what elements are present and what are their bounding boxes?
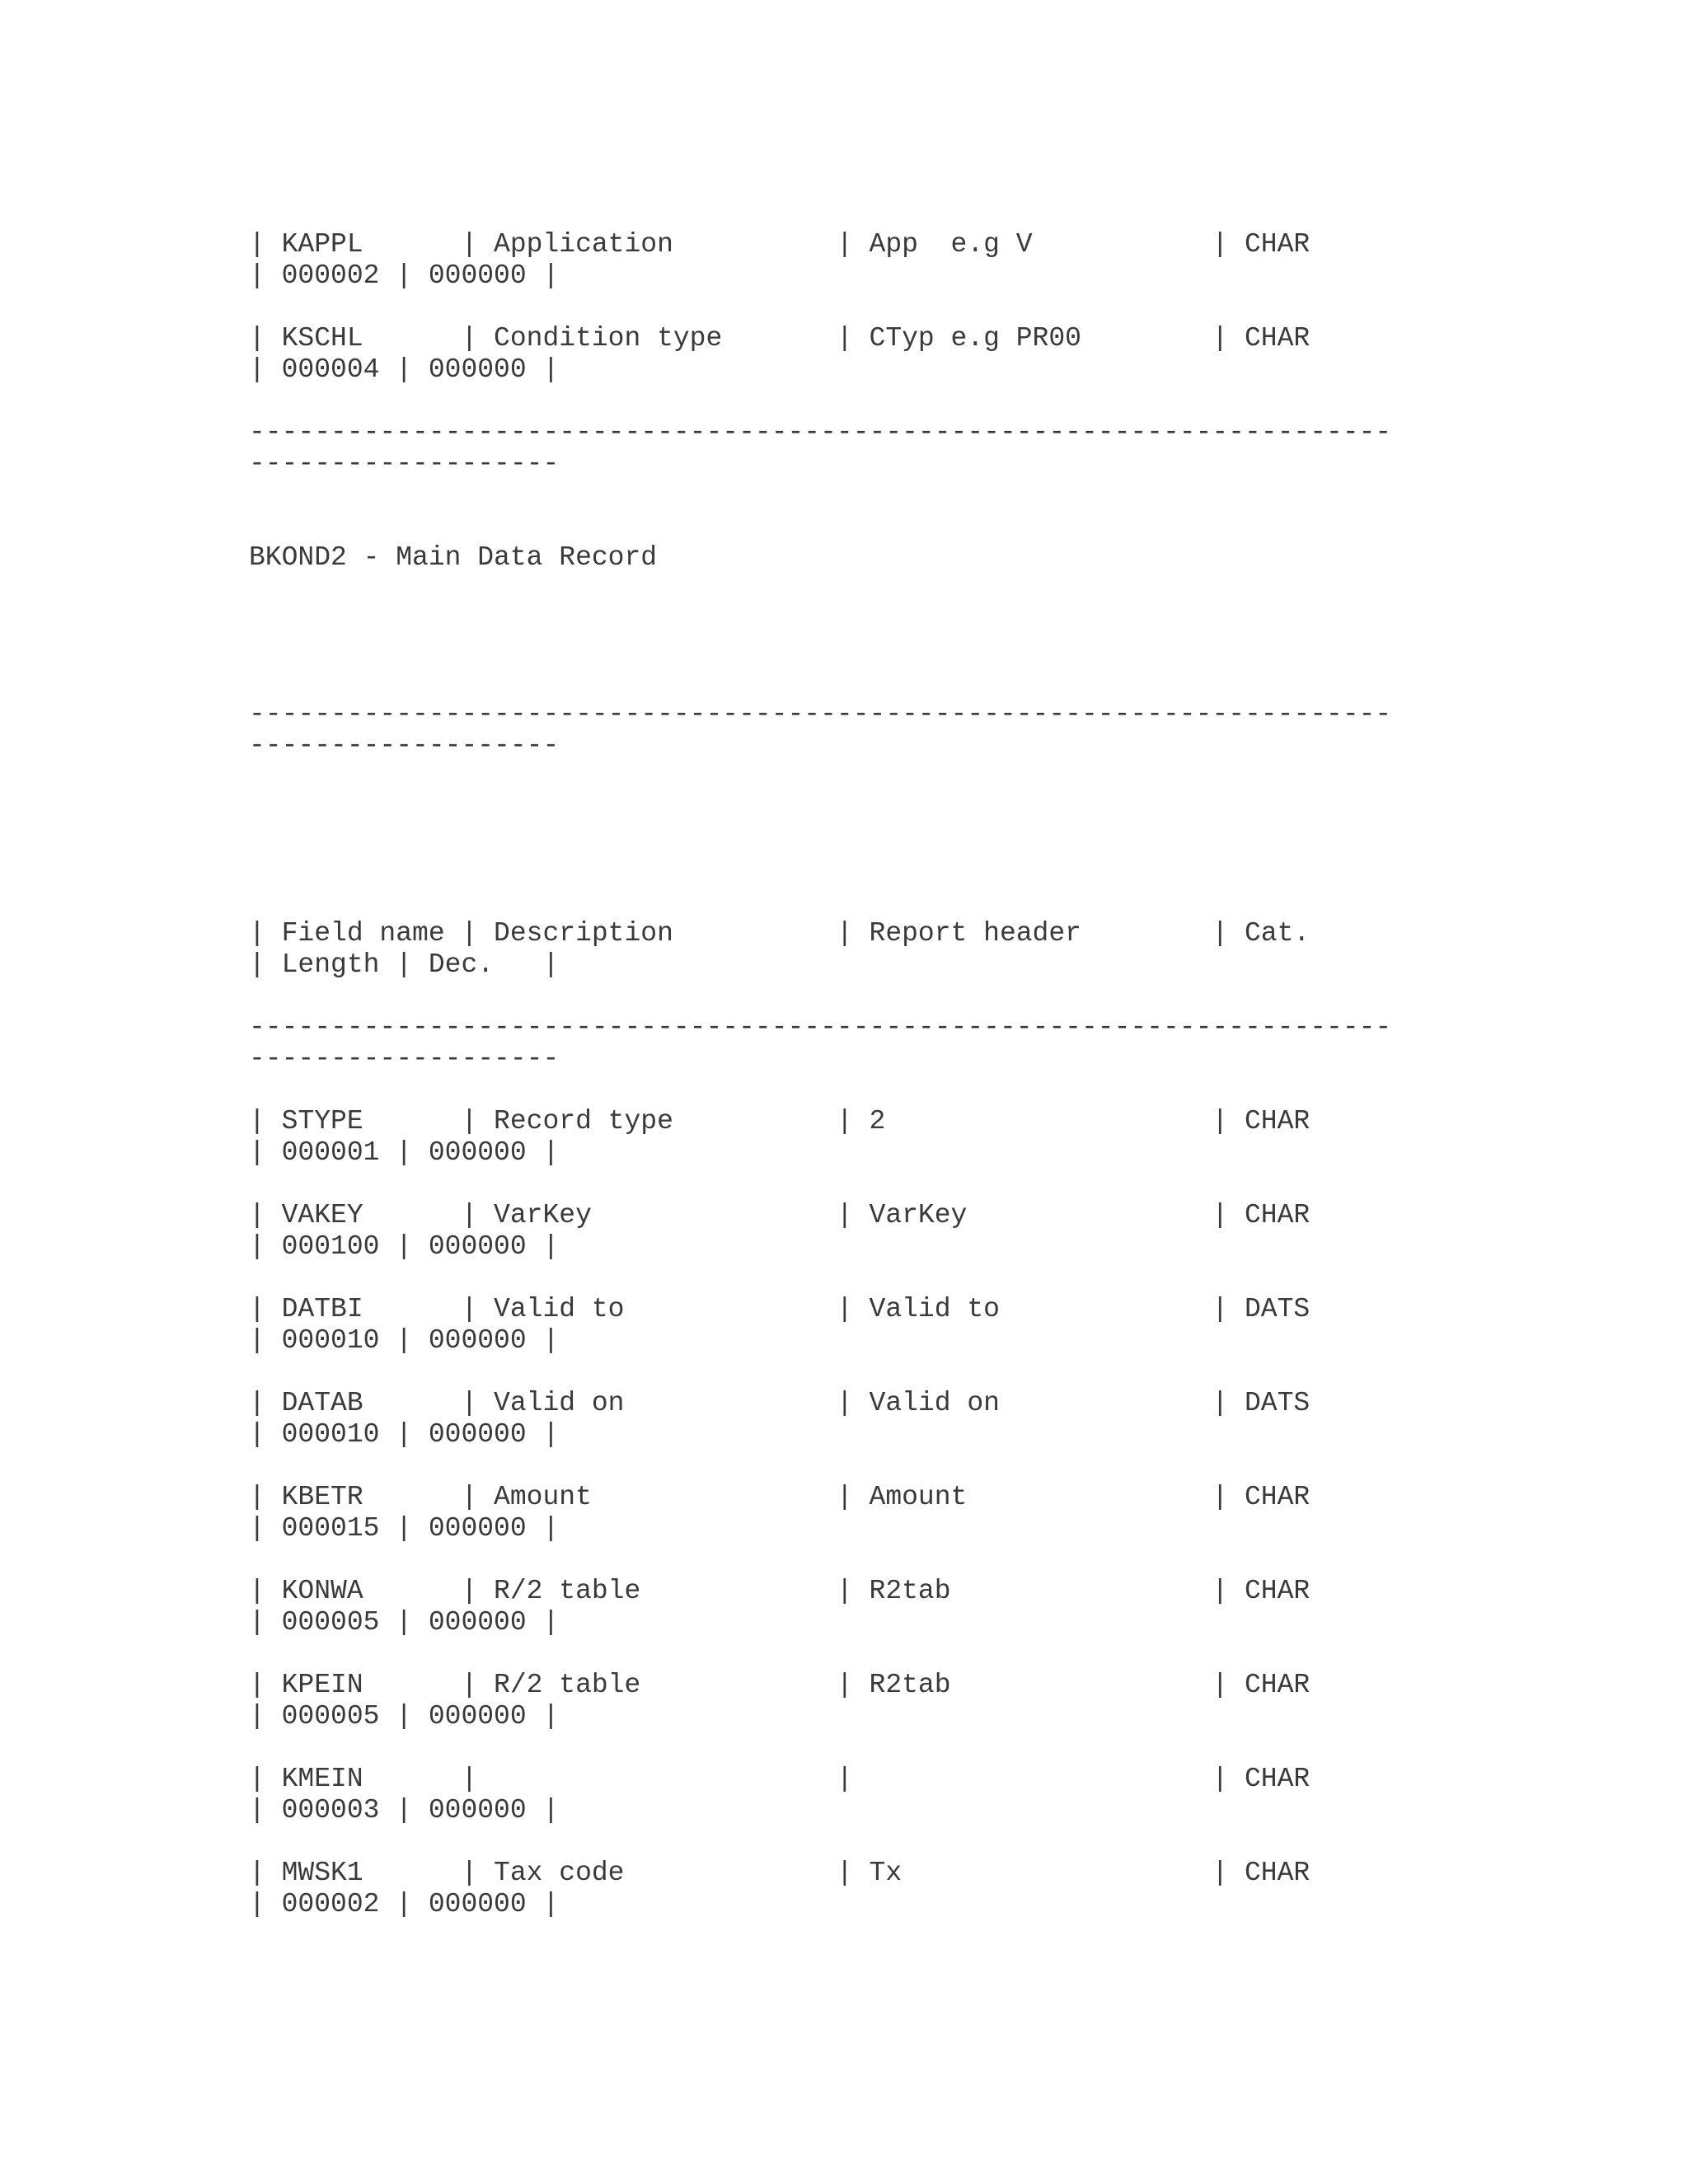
separator-line-2: ------------------- xyxy=(249,730,560,761)
separator-line-1: ---------------------------------------------------------------------- xyxy=(249,1012,1392,1043)
table-row xyxy=(249,1294,1391,1357)
row-line-1: | STYPE | Record type | 2 | CHAR xyxy=(249,1106,1311,1137)
separator-line-2: ------------------- xyxy=(249,1043,560,1074)
header-line-2: | Length | Dec. | xyxy=(249,949,560,980)
row-line-1: | KMEIN | | | CHAR xyxy=(249,1764,1311,1794)
separator xyxy=(249,417,1391,480)
table-row xyxy=(249,1858,1391,1920)
table-row xyxy=(249,1670,1391,1732)
row-line-2: | 000001 | 000000 | xyxy=(249,1137,560,1168)
section-title: BKOND2 - Main Data Record xyxy=(249,542,658,573)
row-line-1: | KAPPL | Application | App e.g V | CHAR xyxy=(249,229,1311,260)
table-row xyxy=(249,1764,1391,1826)
separator-line-2: ------------------- xyxy=(249,448,560,479)
separator-line-1: ---------------------------------------------------------------------- xyxy=(249,417,1392,448)
table-row xyxy=(249,1106,1391,1169)
row-line-1: | VAKEY | VarKey | VarKey | CHAR xyxy=(249,1200,1311,1230)
row-line-2: | 000005 | 000000 | xyxy=(249,1607,560,1638)
row-line-2: | 000002 | 000000 | xyxy=(249,1889,560,1919)
row-line-2: | 000003 | 000000 | xyxy=(249,1795,560,1825)
table-row xyxy=(249,1576,1391,1638)
table-row xyxy=(249,1388,1391,1451)
row-line-2: | 000100 | 000000 | xyxy=(249,1231,560,1262)
row-line-1: | KPEIN | R/2 table | R2tab | CHAR xyxy=(249,1670,1311,1700)
separator xyxy=(249,699,1391,762)
document-body xyxy=(249,229,1391,1920)
row-line-1: | DATBI | Valid to | Valid to | DATS xyxy=(249,1294,1311,1324)
row-line-2: | 000010 | 000000 | xyxy=(249,1325,560,1356)
row-line-1: | KONWA | R/2 table | R2tab | CHAR xyxy=(249,1576,1311,1606)
separator xyxy=(249,1012,1391,1075)
separator-line-1: ---------------------------------------------------------------------- xyxy=(249,699,1392,729)
row-line-1: | KBETR | Amount | Amount | CHAR xyxy=(249,1482,1311,1512)
row-line-1: | MWSK1 | Tax code | Tx | CHAR xyxy=(249,1858,1311,1888)
row-line-2: | 000010 | 000000 | xyxy=(249,1419,560,1450)
row-line-2: | 000005 | 000000 | xyxy=(249,1701,560,1732)
row-line-1: | KSCHL | Condition type | CTyp e.g PR00 | CHAR xyxy=(249,323,1311,354)
row-line-1: | DATAB | Valid on | Valid on | DATS xyxy=(249,1388,1311,1418)
row-line-2: | 000004 | 000000 | xyxy=(249,354,560,385)
table-row xyxy=(249,323,1391,386)
table-row xyxy=(249,1200,1391,1263)
row-line-2: | 000002 | 000000 | xyxy=(249,260,560,291)
table-row xyxy=(249,1482,1391,1544)
header-line-1: | Field name | Description | Report header | Cat. xyxy=(249,918,1311,949)
table-header xyxy=(249,918,1391,981)
row-line-2: | 000015 | 000000 | xyxy=(249,1513,560,1544)
table-row xyxy=(249,229,1391,292)
